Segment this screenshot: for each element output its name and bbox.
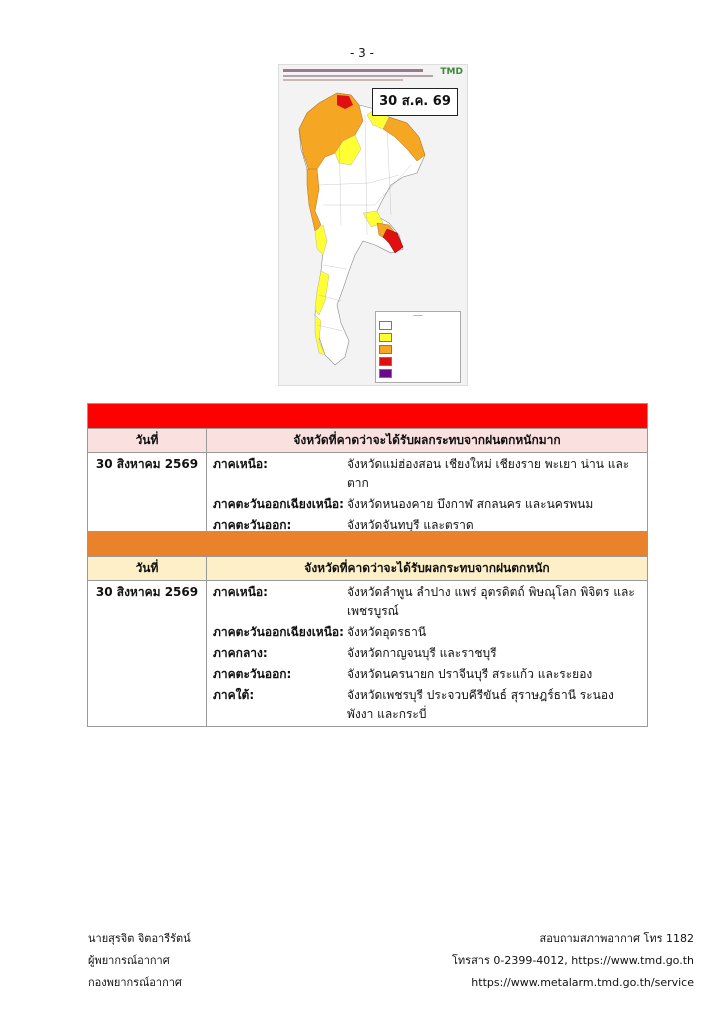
col-date-header: วันที่ [88,429,207,453]
very-heavy-rain-table [87,403,648,538]
table-band [88,404,648,429]
forecaster-name: นายสุรจิต จิตอารีรัตน์ [88,932,191,945]
region-name: ภาคใต้: [213,688,255,702]
footer-contact [452,928,694,994]
page-number: - 3 - [350,46,374,60]
heavy-rain-table [87,531,648,727]
legend-row-extreme [376,367,460,379]
legend-swatch [379,345,392,354]
col-provinces-header: จังหวัดที่คาดว่าจะได้รับผลกระทบจากฝนตกหนักมาก [207,429,648,453]
contact-fax-website: โทรสาร 0-2399-4012, https://www.tmd.go.th [452,954,694,967]
contact-phone: สอบถามสภาพอากาศ โทร 1182 [539,932,694,945]
legend-swatch [379,321,392,330]
tmd-logo: TMD [440,67,463,77]
region-provinces: จังหวัดเพชรบุรี ประจวบคีรีขันธ์ สุราษฎร์ธานี ระนอง พังงา และกระบี่ [347,688,614,721]
table-row [88,453,648,538]
contact-service-url: https://www.metalarm.tmd.go.th/service [471,976,694,989]
forecaster-division: กองพยากรณ์อากาศ [88,976,182,989]
legend-swatch [379,333,392,342]
region-provinces: จังหวัดแม่ฮ่องสอน เชียงใหม่ เชียงราย พะเยา น่าน และตาก [347,457,630,490]
region-name: ภาคตะวันออกเฉียงเหนือ: [213,625,344,639]
region-list [213,455,641,535]
map-legend [375,311,461,383]
map-date-label: 30 ส.ค. 69 [372,88,458,116]
region-provinces: จังหวัดจันทบุรี และตราด [347,518,474,532]
region-name: ภาคกลาง: [213,646,268,660]
legend-row-very-heavy [376,355,460,367]
table-band [88,532,648,557]
legend-row-heavy [376,343,460,355]
region-name: ภาคตะวันออก: [213,667,292,681]
region-list [213,583,641,724]
forecast-date: 30 สิงหาคม 2569 [88,581,207,727]
region-provinces: จังหวัดอุดรธานี [347,625,427,639]
col-date-header: วันที่ [88,557,207,581]
legend-title: ──── [413,313,423,318]
legend-swatch [379,369,392,378]
region-name: ภาคเหนือ: [213,585,268,599]
table-row [88,581,648,727]
region-name: ภาคตะวันออกเฉียงเหนือ: [213,497,344,511]
legend-row-moderate [376,331,460,343]
forecast-date: 30 สิงหาคม 2569 [88,453,207,538]
col-provinces-header: จังหวัดที่คาดว่าจะได้รับผลกระทบจากฝนตกหนัก [207,557,648,581]
footer-signature [88,928,191,994]
table-header-row [88,557,648,581]
legend-row-normal [376,319,460,331]
table-header-row [88,429,648,453]
region-provinces: จังหวัดหนองคาย บึงกาฬ สกลนคร และนครพนม [347,497,594,511]
region-provinces: จังหวัดกาญจนบุรี และราชบุรี [347,646,497,660]
forecaster-title: ผู้พยากรณ์อากาศ [88,954,170,967]
region-provinces: จังหวัดนครนายก ปราจีนบุรี สระแก้ว และระยอง [347,667,593,681]
region-name: ภาคตะวันออก: [213,518,292,532]
legend-swatch [379,357,392,366]
region-provinces: จังหวัดลำพูน ลำปาง แพร่ อุตรดิตถ์ พิษณุโลก พิจิตร และเพชรบูรณ์ [347,585,635,618]
region-name: ภาคเหนือ: [213,457,268,471]
